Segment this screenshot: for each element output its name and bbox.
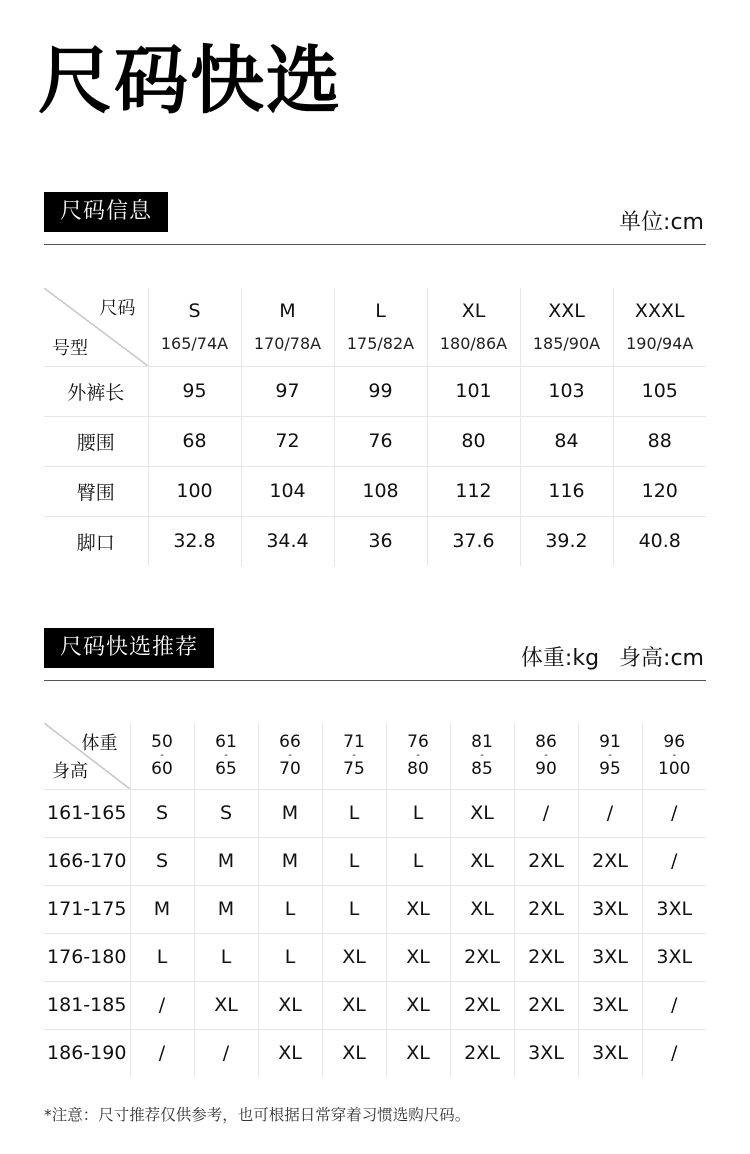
size-cell: S <box>194 789 258 837</box>
corner-top-label: 体重 <box>81 733 118 754</box>
weight-max: 80 <box>407 758 429 779</box>
weight-dash: - <box>160 749 164 761</box>
table-cell: 104 <box>241 466 334 516</box>
size-cell: L <box>258 885 322 933</box>
weight-dash: - <box>608 749 612 761</box>
table-cell: 34.4 <box>241 516 334 566</box>
height-range: 166-170 <box>44 837 130 885</box>
size-cell: 2XL <box>578 837 642 885</box>
table-cell: 80 <box>427 416 520 466</box>
size-name: M <box>279 300 296 323</box>
size-cell: M <box>194 885 258 933</box>
weight-column-header <box>514 723 578 789</box>
table-row <box>44 933 706 981</box>
size-cell: XL <box>450 789 514 837</box>
size-cell: L <box>194 933 258 981</box>
table-cell: 39.2 <box>520 516 613 566</box>
size-name: XXXL <box>634 300 685 323</box>
size-cell: 3XL <box>642 885 706 933</box>
weight-column-header <box>642 723 706 789</box>
size-name: XXL <box>548 300 585 323</box>
height-range: 176-180 <box>44 933 130 981</box>
size-model: 185/90A <box>532 334 601 354</box>
size-cell: 3XL <box>514 1029 578 1077</box>
size-cell: / <box>130 981 194 1029</box>
size-column-header <box>241 288 334 366</box>
weight-unit: 体重:kg <box>520 646 600 671</box>
size-cell: XL <box>322 981 386 1029</box>
size-cell: M <box>130 885 194 933</box>
size-cell: L <box>386 789 450 837</box>
size-column-header <box>427 288 520 366</box>
size-model: 170/78A <box>253 334 322 354</box>
size-model: 175/82A <box>346 334 415 354</box>
table-cell: 120 <box>613 466 706 516</box>
size-cell: XL <box>450 885 514 933</box>
weight-range <box>599 733 621 778</box>
table-cell: 36 <box>334 516 427 566</box>
weight-min: 50 <box>151 731 173 752</box>
weight-range <box>279 733 301 778</box>
table-cell: 72 <box>241 416 334 466</box>
size-model: 190/94A <box>626 334 694 354</box>
weight-column-header <box>386 723 450 789</box>
weight-column-header <box>130 723 194 789</box>
size-cell: M <box>194 837 258 885</box>
weight-dash: - <box>288 749 292 761</box>
weight-min: 91 <box>599 731 621 752</box>
table-row <box>44 1029 706 1077</box>
table-cell: 37.6 <box>427 516 520 566</box>
weight-header-row <box>44 723 706 789</box>
height-range: 171-175 <box>44 885 130 933</box>
size-cell: XL <box>386 885 450 933</box>
size-cell: 2XL <box>514 981 578 1029</box>
weight-max: 100 <box>658 758 691 779</box>
table-cell: 105 <box>613 366 706 416</box>
table-row <box>44 789 706 837</box>
size-cell: XL <box>258 981 322 1029</box>
size-info-table <box>44 288 706 566</box>
table-row <box>44 885 706 933</box>
weight-column-header <box>322 723 386 789</box>
size-name: S <box>188 300 201 323</box>
weight-dash: - <box>224 749 228 761</box>
weight-max: 60 <box>151 758 173 779</box>
weight-dash: - <box>352 749 356 761</box>
table-cell: 116 <box>520 466 613 516</box>
size-cell: XL <box>258 1029 322 1077</box>
table-cell: 95 <box>148 366 241 416</box>
table-row <box>44 981 706 1029</box>
size-info-label: 尺码信息 <box>44 192 168 232</box>
size-cell: / <box>642 789 706 837</box>
height-range: 186-190 <box>44 1029 130 1077</box>
size-cell: 3XL <box>578 933 642 981</box>
size-info-header <box>44 192 706 245</box>
weight-min: 96 <box>663 731 686 752</box>
weight-min: 61 <box>215 731 237 752</box>
size-cell: / <box>671 1042 678 1065</box>
weight-dash: - <box>480 749 484 761</box>
size-cell: L <box>130 933 194 981</box>
height-range: 161-165 <box>44 789 130 837</box>
weight-max: 85 <box>471 758 493 779</box>
size-cell: / <box>514 789 578 837</box>
weight-range <box>658 733 690 778</box>
corner-top-label: 尺码 <box>99 298 136 319</box>
weight-range <box>215 733 237 778</box>
weight-range <box>151 733 173 778</box>
table-cell: 88 <box>613 416 706 466</box>
recommend-table <box>44 723 706 1077</box>
size-cell: L <box>386 837 450 885</box>
size-cell: XL <box>322 933 386 981</box>
row-label: 腰围 <box>44 416 148 466</box>
weight-range <box>471 733 493 778</box>
size-name: XL <box>461 300 486 323</box>
weight-max: 70 <box>279 758 301 779</box>
size-cell: XL <box>386 1029 450 1077</box>
table-cell: 76 <box>334 416 427 466</box>
size-model: 180/86A <box>439 334 508 354</box>
size-cell: XL <box>386 981 450 1029</box>
size-cell: M <box>258 789 322 837</box>
size-cell: M <box>258 837 322 885</box>
weight-min: 86 <box>535 731 557 752</box>
weight-max: 90 <box>535 758 557 779</box>
size-cell: 2XL <box>450 981 514 1029</box>
table-cell: 40.8 <box>638 530 681 553</box>
footnote: *注意：尺寸推荐仅供参考，也可根据日常穿着习惯选购尺码。 <box>44 1106 471 1124</box>
size-column-header <box>613 288 706 366</box>
table-cell: 99 <box>334 366 427 416</box>
size-info-unit: 单位:cm <box>619 210 704 235</box>
size-column-header <box>148 288 241 366</box>
table-cell: 101 <box>427 366 520 416</box>
weight-column-header <box>578 723 642 789</box>
recommend-header <box>44 628 706 681</box>
row-label: 臀围 <box>44 466 148 516</box>
weight-column-header <box>258 723 322 789</box>
size-cell: / <box>578 789 642 837</box>
size-cell: 2XL <box>514 885 578 933</box>
size-cell: XL <box>386 933 450 981</box>
row-label: 脚口 <box>44 516 148 566</box>
table-cell: 112 <box>427 466 520 516</box>
size-name: L <box>375 300 386 323</box>
size-cell: XL <box>450 837 514 885</box>
size-model: 165/74A <box>160 334 229 354</box>
size-cell: / <box>642 981 706 1029</box>
size-column-header <box>520 288 613 366</box>
table-row <box>44 837 706 885</box>
weight-dash: - <box>672 749 677 761</box>
weight-dash: - <box>416 749 420 761</box>
size-cell: S <box>130 789 194 837</box>
table-cell: 108 <box>334 466 427 516</box>
weight-min: 66 <box>279 731 301 752</box>
size-header-row <box>44 288 706 366</box>
size-cell: L <box>258 933 322 981</box>
size-cell: XL <box>322 1029 386 1077</box>
table-cell: 84 <box>520 416 613 466</box>
size-cell: L <box>322 789 386 837</box>
size-corner-cell <box>44 288 148 366</box>
table-cell: 68 <box>148 416 241 466</box>
table-cell: 32.8 <box>148 516 241 566</box>
size-cell: 2XL <box>514 837 578 885</box>
weight-range <box>535 733 557 778</box>
page-title: 尺码快选 <box>38 38 342 124</box>
table-row <box>44 366 706 416</box>
table-row <box>44 466 706 516</box>
row-label: 外裤长 <box>44 366 148 416</box>
size-cell: L <box>322 837 386 885</box>
size-cell: 3XL <box>578 885 642 933</box>
size-cell: 2XL <box>514 933 578 981</box>
recommend-unit <box>521 641 704 672</box>
weight-column-header <box>194 723 258 789</box>
weight-max: 75 <box>343 758 365 779</box>
table-row <box>44 416 706 466</box>
weight-column-header <box>450 723 514 789</box>
size-cell: XL <box>194 981 258 1029</box>
table-cell: 97 <box>241 366 334 416</box>
size-cell: 2XL <box>450 1029 514 1077</box>
height-range: 181-185 <box>44 981 130 1029</box>
weight-max: 95 <box>599 758 621 779</box>
weight-range <box>407 733 429 778</box>
size-cell: 3XL <box>578 1029 642 1077</box>
size-column-header <box>334 288 427 366</box>
corner-bottom-label: 号型 <box>52 337 88 359</box>
weight-range <box>343 733 365 778</box>
size-cell: L <box>322 885 386 933</box>
weight-min: 81 <box>471 731 493 752</box>
weight-max: 65 <box>215 758 237 779</box>
corner-bottom-label: 身高 <box>52 760 88 782</box>
size-cell: 3XL <box>642 933 706 981</box>
weight-min: 71 <box>343 731 365 752</box>
size-cell: 3XL <box>578 981 642 1029</box>
recommend-label: 尺码快选推荐 <box>44 628 214 668</box>
size-cell: 2XL <box>450 933 514 981</box>
size-cell: / <box>130 1029 194 1077</box>
weight-dash: - <box>544 749 548 761</box>
table-cell: 100 <box>148 466 241 516</box>
recommend-corner-cell <box>44 723 130 789</box>
height-unit: 身高:cm <box>619 646 704 671</box>
weight-min: 76 <box>407 731 429 752</box>
table-cell: 103 <box>520 366 613 416</box>
size-cell: / <box>194 1029 258 1077</box>
table-row <box>44 516 706 566</box>
size-cell: S <box>130 837 194 885</box>
size-cell: / <box>642 837 706 885</box>
